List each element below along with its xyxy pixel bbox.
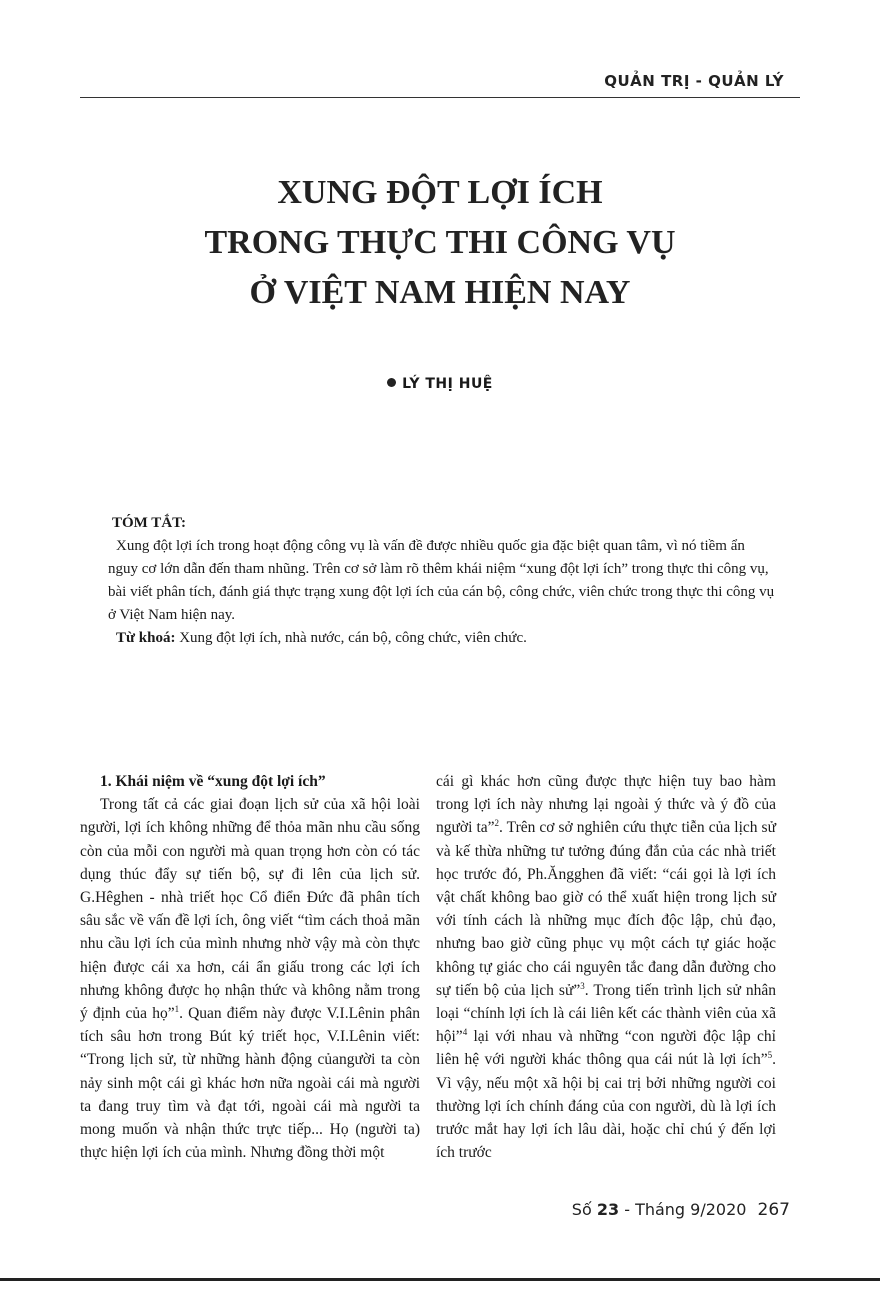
section-label: QUẢN TRỊ - QUẢN LÝ [604, 72, 784, 90]
keywords-text: Xung đột lợi ích, nhà nước, cán bộ, công chức, viên chức. [179, 630, 527, 646]
section-heading: 1. Khái niệm về “xung đột lợi ích” [100, 773, 326, 790]
keywords [108, 627, 776, 650]
bullet-icon [387, 378, 396, 387]
abstract-body [108, 535, 776, 627]
issue-date: - Tháng 9/2020 [624, 1200, 747, 1219]
footnote-ref: 1 [174, 1003, 180, 1014]
paragraph [80, 793, 420, 1164]
abstract-heading: TÓM TẮT: [112, 515, 187, 531]
bottom-rule [0, 1278, 880, 1281]
keywords-label: Từ khoá: [116, 630, 176, 646]
paragraph-text: . Trong tiến trình lịch sử nhân loại “chính lợi ích là cái liên kết các thành viên của xã hội” [436, 981, 776, 1046]
issue-number: 23 [596, 1200, 620, 1219]
author-name: LÝ THỊ HUỆ [402, 376, 493, 392]
paragraph-text: Trong tất cả các giai đoạn lịch sử của xã hội loài người, lợi ích không những để thỏa mãn nhu cầu sống còn của mỗi con người mà quan trọng hơn còn có tác dụng thúc đẩy sự tiến bộ, sự đi lên của lịch sử. G.Hêghen - nhà triết học Cổ điển Đức đã phân tích sâu sắc về vấn đề lợi ích, ông viết “tìm cách thoả mãn nhu cầu lợi ích của mình nhưng nhờ vậy mà còn thực hiện được cái xa hơn, cái ẩn giấu trong các lợi ích nhưng không được họ nhận thức và không nằm trong ý định của họ” [80, 796, 420, 1023]
title-line-2: TRONG THỰC THI CÔNG VỤ [204, 224, 676, 261]
paragraph-text: . Quan điểm này được V.I.Lênin phân tích sâu hơn trong Bút ký triết học, V.I.Lênin viết: “Trong lịch sử, từ những hành động củangười ta còn nảy sinh một cái gì khác hơn nữa ngoài cái mà người ta đang truy tìm và đạt tới, ngoài cái mà người ta mong muốn và nhận thức trực tiếp... Họ (người ta) thực hiện lợi ích của mình. Nhưng đồng thời một [80, 1005, 420, 1162]
issue-prefix: Số [571, 1200, 592, 1219]
page-footer [572, 1200, 790, 1220]
footnote-ref: 3 [580, 980, 585, 991]
abstract-block [108, 512, 776, 650]
abstract-text: Xung đột lợi ích trong hoạt động công vụ là vấn đề được nhiều quốc gia đặc biệt quan tâm, vì nó tiềm ẩn nguy cơ lớn dẫn đến tham nhũng. Trên cơ sở làm rõ thêm khái niệm “xung đột lợi ích” trong thực thi công vụ, bài viết phân tích, đánh giá thực trạng xung đột lợi ích của cán bộ, công chức, viên chức trong thực thi công vụ ở Việt Nam hiện nay. [108, 538, 775, 623]
title-line-3: Ở VIỆT NAM HIỆN NAY [249, 274, 631, 311]
paragraph-text: cái gì khác hơn cũng được thực hiện tuy bao hàm trong lợi ích này nhưng lại ngoài ý thức và ý đồ của người ta” [436, 773, 776, 837]
title-line-1: XUNG ĐỘT LỢI ÍCH [277, 174, 603, 211]
paragraph-text: . Trên cơ sở nghiên cứu thực tiễn của lịch sử và kế thừa những tư tưởng đúng đắn của các nhà triết học trước đó, Ph.Ăngghen đã viết: “cái gọi là lợi ích vật chất không bao giờ có thể xuất hiện trong lịch sử với tính cách là những mục đích độc lập, chủ đạo, nhưng bao giờ cũng phục vụ một cách tự giác hoặc không tự giác cho cái nguyên tắc đang dẫn đường cho sự tiến bộ của lịch sử” [436, 819, 776, 999]
article-title [0, 168, 880, 318]
header-rule [80, 97, 800, 98]
author-byline [0, 376, 880, 392]
footnote-ref: 2 [494, 818, 500, 829]
paragraph-text: lại với nhau và những “con người độc lập chỉ liên hệ với người khác thông qua cái nút là lợi ích” [436, 1028, 776, 1069]
body-column-left [80, 770, 420, 1164]
footnote-ref: 4 [462, 1027, 468, 1038]
footnote-ref: 5 [767, 1050, 773, 1061]
paragraph [436, 770, 776, 1164]
body-column-right [436, 770, 776, 1164]
page-number: 267 [757, 1200, 790, 1220]
paragraph-text: . Vì vậy, nếu một xã hội bị cai trị bởi những người coi thường lợi ích chính đáng của con người, dù là lợi ích trước mắt hay lợi ích lâu dài, hoặc chỉ chú ý đến lợi ích trước [436, 1051, 776, 1162]
